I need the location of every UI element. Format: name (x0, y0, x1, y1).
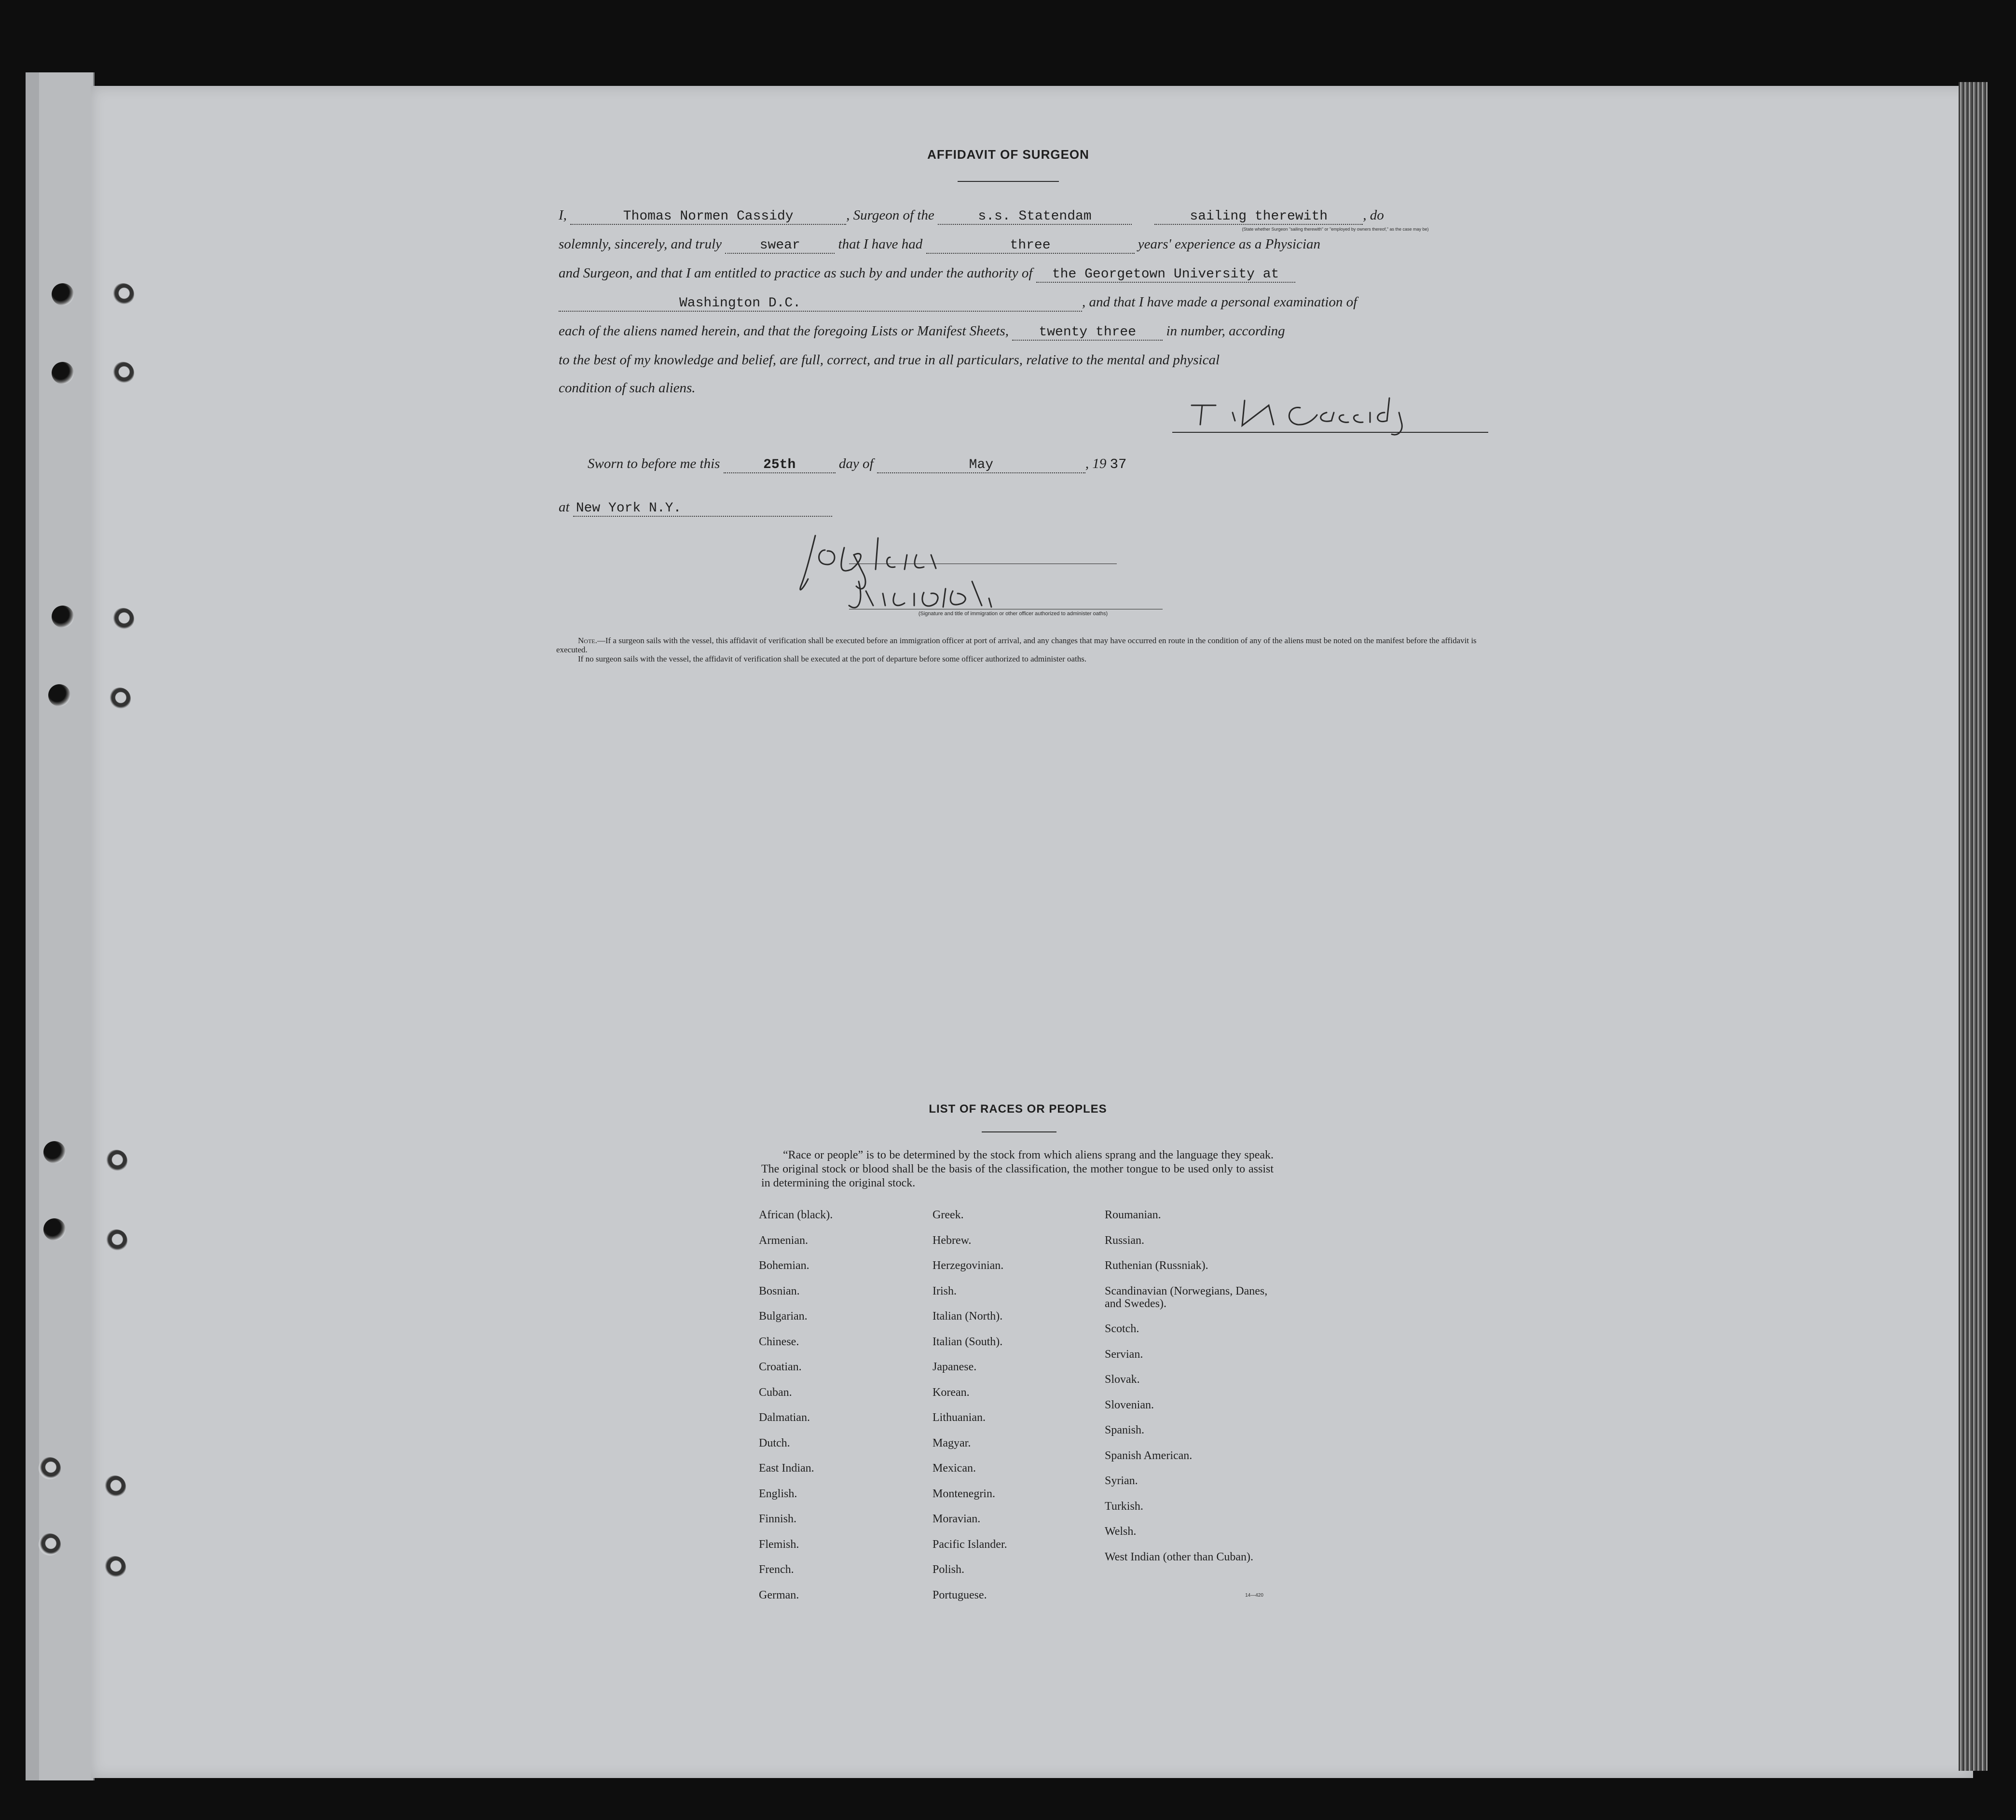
line5-suffix: in number, according (1166, 323, 1285, 339)
binder-hole (104, 1475, 126, 1498)
officer-caption: (Signature and title of immigration or other officer authorized to administer oaths) (918, 611, 1108, 617)
note-label: Note. (578, 636, 597, 645)
race-entry: African (black). (759, 1209, 833, 1221)
binding-strip (26, 72, 39, 1780)
races-heading-rule (982, 1131, 1056, 1132)
race-entry: Welsh. (1105, 1525, 1137, 1538)
sworn-day-of: day of (838, 456, 874, 471)
race-entry: Mexican. (933, 1462, 976, 1475)
ledger-binding (26, 72, 95, 1780)
line3-text: and Surgeon, and that I am entitled to practice as such by and under the authority of (559, 265, 1033, 281)
race-entry: Spanish. (1105, 1424, 1145, 1436)
race-entry: Dutch. (759, 1436, 790, 1449)
sworn-year-prefix: , 19 (1085, 456, 1107, 471)
line1-suffix: , do (1363, 207, 1384, 223)
line2-mid: that I have had (838, 236, 923, 252)
line2-prefix: solemnly, sincerely, and truly (559, 236, 722, 252)
location-prefix: at (559, 499, 570, 515)
binder-hole (104, 1556, 126, 1578)
race-entry: Slovak. (1105, 1373, 1140, 1386)
race-entry: Croatian. (759, 1361, 802, 1373)
race-entry: Armenian. (759, 1234, 808, 1247)
surgeon-signature-line (1172, 432, 1488, 433)
heading-rule (958, 181, 1059, 182)
race-entry: Moravian. (933, 1513, 981, 1525)
race-entry: Turkish. (1105, 1500, 1143, 1513)
binder-hole (52, 283, 74, 305)
affidavit-line-3 (559, 265, 1295, 283)
sailing-status-hint: (State whether Surgeon "sailing therewith" or "employed by owners thereof," as the case may be) (1242, 227, 1429, 232)
note-text-1: —If a surgeon sails with the vessel, this affidavit of verification shall be executed before an immigration officer at port of arrival, and any changes that may have occurred en route in the condition of any of the aliens must be noted on the manifest before the affidavit is executed. (556, 636, 1477, 654)
races-heading: LIST OF RACES OR PEOPLES (929, 1103, 1107, 1116)
affidavit-line-5 (559, 323, 1285, 341)
sworn-year-suffix: 37 (1110, 456, 1127, 472)
race-entry: Servian. (1105, 1348, 1143, 1361)
race-entry: Bohemian. (759, 1259, 809, 1272)
race-entry: Finnish. (759, 1513, 797, 1525)
race-entry: Italian (South). (933, 1335, 1003, 1348)
line4-suffix: , and that I have made a personal examination of (1082, 294, 1358, 310)
races-intro: “Race or people” is to be determined by the stock from which aliens sprang and the language they speak. The original stock or blood shall be the basis of the classification, the mother tongue to be used only to assist in determining the original stock. (761, 1149, 1274, 1189)
race-entry: Herzegovinian. (933, 1259, 1004, 1272)
sailing-status-field: sailing therewith (1154, 209, 1363, 225)
race-entry: Flemish. (759, 1538, 799, 1551)
binder-hole (109, 688, 131, 710)
race-entry: Portuguese. (933, 1588, 987, 1601)
race-entry: Ruthenian (Russniak). (1105, 1259, 1208, 1272)
officer-signature (791, 521, 1167, 622)
binder-hole (105, 1150, 127, 1172)
race-entry: Lithuanian. (933, 1411, 986, 1424)
surgeon-of-label: , Surgeon of the (846, 207, 934, 223)
binder-hole (112, 608, 134, 630)
line7-text: condition of such aliens. (559, 380, 696, 396)
race-entry: German. (759, 1588, 799, 1601)
binder-hole (39, 1457, 61, 1479)
years-experience-field: three (926, 238, 1135, 254)
race-entry: Bosnian. (759, 1284, 800, 1297)
affidavit-line-6 (559, 352, 1220, 368)
binder-hole (48, 684, 70, 706)
race-entry: Bulgarian. (759, 1310, 808, 1323)
note-para-1 (556, 636, 1487, 654)
race-entry: Syrian. (1105, 1475, 1138, 1487)
race-entry: Dalmatian. (759, 1411, 810, 1424)
race-entry: Italian (North). (933, 1310, 1003, 1323)
binder-hole (52, 362, 74, 384)
binder-hole (39, 1533, 61, 1556)
race-entry: Greek. (933, 1209, 964, 1221)
binder-hole (43, 1218, 66, 1241)
binder-hole (112, 283, 134, 305)
race-entry: Montenegrin. (933, 1487, 995, 1500)
binder-hole (105, 1229, 127, 1252)
surgeon-name-field: Thomas Normen Cassidy (570, 209, 846, 225)
sworn-line (588, 456, 1126, 473)
location-line (559, 499, 832, 517)
line6-text: to the best of my knowledge and belief, are full, correct, and true in all particulars, relative to the mental and physical (559, 352, 1220, 368)
binder-hole (52, 606, 74, 628)
sworn-month-field: May (877, 457, 1085, 473)
race-entry: East Indian. (759, 1462, 814, 1475)
line2-suffix: years' experience as a Physician (1138, 236, 1321, 252)
race-entry: Polish. (933, 1563, 965, 1576)
affidavit-note (556, 636, 1487, 663)
line5-text: each of the aliens named herein, and that the foregoing Lists or Manifest Sheets, (559, 323, 1009, 339)
affidavit-line-4 (559, 294, 1357, 312)
races-column-3 (1105, 1209, 1278, 1604)
race-entry: West Indian (other than Cuban). (1105, 1550, 1253, 1563)
sworn-prefix: Sworn to before me this (588, 456, 720, 471)
sworn-block (559, 451, 1282, 519)
binder-hole (112, 362, 134, 384)
race-entry: Pacific Islander. (933, 1538, 1007, 1551)
race-entry: Scandinavian (Norwegians, Danes, and Swedes). (1105, 1284, 1268, 1310)
page-stack-edge (1959, 82, 1988, 1771)
races-column-1 (759, 1209, 918, 1604)
authority-field-2: Washington D.C. (559, 296, 1082, 312)
race-entry: Spanish American. (1105, 1449, 1193, 1462)
race-entry: Scotch. (1105, 1323, 1139, 1335)
affidavit-line-2 (559, 236, 1320, 254)
note-para-2: If no surgeon sails with the vessel, the affidavit of verification shall be executed at the port of departure before some officer authorized to administer oaths. (578, 654, 1087, 663)
sworn-day-field: 25th (724, 457, 836, 473)
race-entry: Slovenian. (1105, 1398, 1154, 1411)
sheet-count-field: twenty three (1012, 325, 1163, 341)
binder-hole (43, 1141, 66, 1163)
race-entry: French. (759, 1563, 794, 1576)
oath-type-field: swear (725, 238, 835, 254)
race-entry: English. (759, 1487, 797, 1500)
oath-prefix: I, (559, 207, 567, 223)
affidavit-body (559, 198, 1490, 400)
race-entry: Japanese. (933, 1361, 977, 1373)
surgeon-signature (1172, 386, 1491, 439)
race-entry: Hebrew. (933, 1234, 972, 1247)
race-entry: Roumanian. (1105, 1209, 1161, 1221)
affidavit-heading: AFFIDAVIT OF SURGEON (927, 147, 1089, 162)
affidavit-line-1 (559, 207, 1384, 225)
race-entry: Chinese. (759, 1335, 799, 1348)
race-entry: Magyar. (933, 1436, 971, 1449)
authority-field-1: the Georgetown University at (1036, 267, 1295, 283)
races-column-2 (933, 1209, 1092, 1604)
race-entry: Cuban. (759, 1386, 792, 1399)
race-entry: Irish. (933, 1284, 957, 1297)
affidavit-line-7 (559, 380, 696, 396)
location-field: New York N.Y. (573, 501, 832, 517)
race-entry: Korean. (933, 1386, 970, 1399)
vessel-name-field: s.s. Statendam (938, 209, 1132, 225)
form-number: 14—420 (1245, 1593, 1263, 1598)
race-entry: Russian. (1105, 1234, 1145, 1247)
